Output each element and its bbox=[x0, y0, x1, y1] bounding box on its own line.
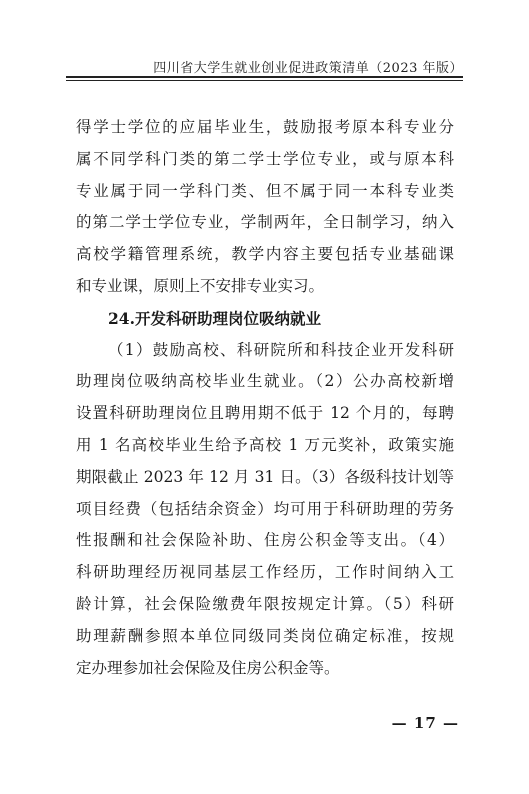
text-line: 科研助理经历视同基层工作经历，工作时间纳入工 bbox=[76, 563, 454, 582]
text-line: 龄计算，社会保险缴费年限按规定计算。（5）科研 bbox=[76, 594, 454, 613]
text-line: 性报酬和社会保险补助、住房公积金等支出。（4） bbox=[76, 531, 454, 550]
page-number: — 17 — bbox=[391, 714, 459, 732]
text-line: 的第二学士学位专业，学制两年，全日制学习，纳入 bbox=[76, 213, 454, 232]
text-line: 期限截止 2023 年 12 月 31 日。（3）各级科技计划等 bbox=[76, 467, 454, 486]
document-body bbox=[76, 112, 454, 684]
text-line: 设置科研助理岗位且聘用期不低于 12 个月的，每聘 bbox=[76, 404, 454, 423]
text-line: 项目经费（包括结余资金）均可用于科研助理的劳务 bbox=[76, 499, 454, 518]
text-line: 定办理参加社会保险及住房公积金等。 bbox=[76, 658, 340, 677]
text-line: 高校学籍管理系统，教学内容主要包括专业基础课 bbox=[76, 245, 454, 264]
header-rule-thin bbox=[66, 80, 463, 81]
running-header: 四川省大学生就业创业促进政策清单（2023 年版） bbox=[153, 61, 463, 76]
text-line: 和专业课，原则上不安排专业实习。 bbox=[76, 276, 325, 295]
section-heading: 24.开发科研助理岗位吸纳就业 bbox=[108, 308, 321, 328]
header-rule-thick bbox=[66, 76, 463, 78]
text-line: 得学士学位的应届毕业生，鼓励报考原本科专业分 bbox=[76, 118, 454, 136]
text-line: 属不同学科门类的第二学士学位专业，或与原本科 bbox=[76, 149, 454, 168]
text-line: 助理薪酬参照本单位同级同类岗位确定标准，按规 bbox=[76, 626, 454, 645]
paragraph-policy bbox=[76, 335, 454, 685]
text-line: 专业属于同一学科门类、但不属于同一本科专业类 bbox=[76, 181, 454, 200]
paragraph-continuation bbox=[76, 112, 454, 303]
text-line: 用 1 名高校毕业生给予高校 1 万元奖补，政策实施 bbox=[76, 435, 454, 454]
text-line: 助理岗位吸纳高校毕业生就业。（2）公办高校新增 bbox=[76, 372, 454, 391]
text-line: （1）鼓励高校、科研院所和科技企业开发科研 bbox=[108, 340, 454, 359]
